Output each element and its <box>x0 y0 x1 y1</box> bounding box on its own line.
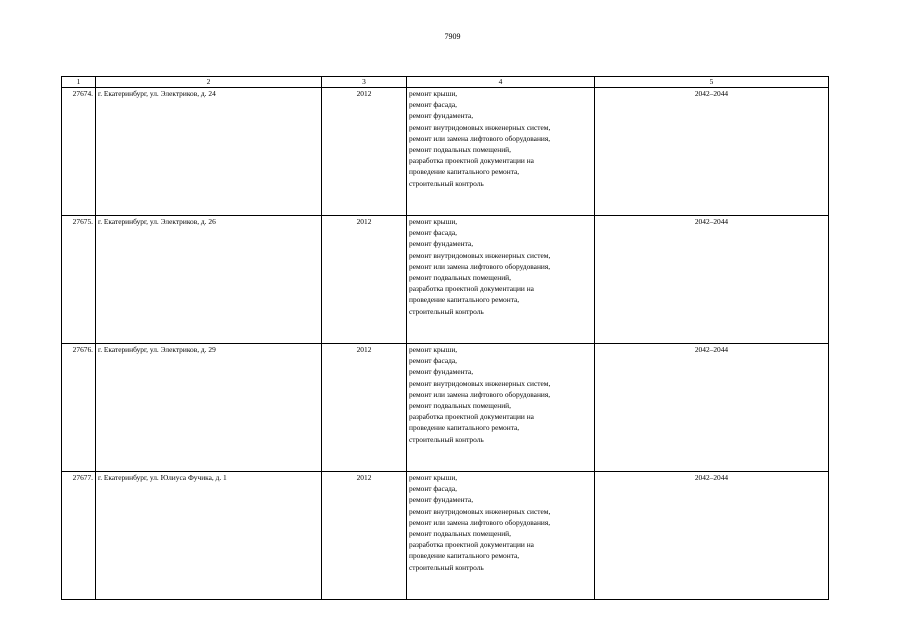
work-item: ремонт фундамента, <box>409 111 474 121</box>
works-cell <box>407 472 595 600</box>
work-item: ремонт крыши, <box>409 89 458 98</box>
repair-schedule-table <box>61 76 829 600</box>
work-item: ремонт крыши, <box>409 345 458 354</box>
work-item: ремонт подвальных помещений, <box>409 401 511 411</box>
table-row <box>62 88 829 216</box>
work-item: ремонт фасада, <box>409 484 457 494</box>
address-cell: г. Екатеринбург, ул. Юлиуса Фучика, д. 1 <box>96 472 322 600</box>
row-number: 27675. <box>62 216 96 344</box>
table-header-row <box>62 77 829 88</box>
works-cell <box>407 88 595 216</box>
period-cell: 2042–2044 <box>595 344 829 472</box>
column-header: 4 <box>407 77 595 88</box>
year-cell: 2012 <box>322 472 407 600</box>
period-cell: 2042–2044 <box>595 88 829 216</box>
work-item: строительный контроль <box>409 562 484 572</box>
work-item: ремонт подвальных помещений, <box>409 529 511 539</box>
address-cell: г. Екатеринбург, ул. Электриков, д. 24 <box>96 88 322 216</box>
row-number: 27676. <box>62 344 96 472</box>
work-item: проведение капитального ремонта, <box>409 423 520 433</box>
work-item: ремонт внутридомовых инженерных систем, <box>409 378 551 388</box>
year-cell: 2012 <box>322 344 407 472</box>
row-number: 27677. <box>62 472 96 600</box>
work-item: ремонт фундамента, <box>409 239 474 249</box>
year-cell: 2012 <box>322 216 407 344</box>
work-item: ремонт внутридомовых инженерных систем, <box>409 506 551 516</box>
work-item: ремонт фасада, <box>409 356 457 366</box>
work-item: ремонт фундамента, <box>409 367 474 377</box>
address-cell: г. Екатеринбург, ул. Электриков, д. 29 <box>96 344 322 472</box>
work-item: проведение капитального ремонта, <box>409 167 520 177</box>
column-header: 3 <box>322 77 407 88</box>
column-header: 1 <box>62 77 96 88</box>
work-item: ремонт подвальных помещений, <box>409 145 511 155</box>
work-item: проведение капитального ремонта, <box>409 551 520 561</box>
works-cell <box>407 216 595 344</box>
table-row <box>62 216 829 344</box>
page-number: 7909 <box>444 32 461 41</box>
work-item: разработка проектной документации на <box>409 540 534 550</box>
work-item: ремонт фундамента, <box>409 495 474 505</box>
works-cell <box>407 344 595 472</box>
column-header: 2 <box>96 77 322 88</box>
work-item: разработка проектной документации на <box>409 284 534 294</box>
work-item: ремонт крыши, <box>409 217 458 226</box>
work-item: ремонт или замена лифтового оборудования, <box>409 133 551 143</box>
work-item: ремонт или замена лифтового оборудования, <box>409 517 551 527</box>
table-row <box>62 344 829 472</box>
table-body <box>62 88 829 600</box>
work-item: ремонт или замена лифтового оборудования, <box>409 389 551 399</box>
work-item: строительный контроль <box>409 434 484 444</box>
work-item: ремонт фасада, <box>409 228 457 238</box>
work-item: ремонт крыши, <box>409 473 458 482</box>
work-item: строительный контроль <box>409 306 484 316</box>
row-number: 27674. <box>62 88 96 216</box>
work-item: ремонт внутридомовых инженерных систем, <box>409 122 551 132</box>
work-item: ремонт подвальных помещений, <box>409 273 511 283</box>
work-item: ремонт внутридомовых инженерных систем, <box>409 250 551 260</box>
work-item: ремонт фасада, <box>409 100 457 110</box>
column-header: 5 <box>595 77 829 88</box>
period-cell: 2042–2044 <box>595 216 829 344</box>
period-cell: 2042–2044 <box>595 472 829 600</box>
work-item: строительный контроль <box>409 178 484 188</box>
work-item: разработка проектной документации на <box>409 156 534 166</box>
work-item: ремонт или замена лифтового оборудования, <box>409 261 551 271</box>
work-item: проведение капитального ремонта, <box>409 295 520 305</box>
address-cell: г. Екатеринбург, ул. Электриков, д. 26 <box>96 216 322 344</box>
work-item: разработка проектной документации на <box>409 412 534 422</box>
table-row <box>62 472 829 600</box>
year-cell: 2012 <box>322 88 407 216</box>
